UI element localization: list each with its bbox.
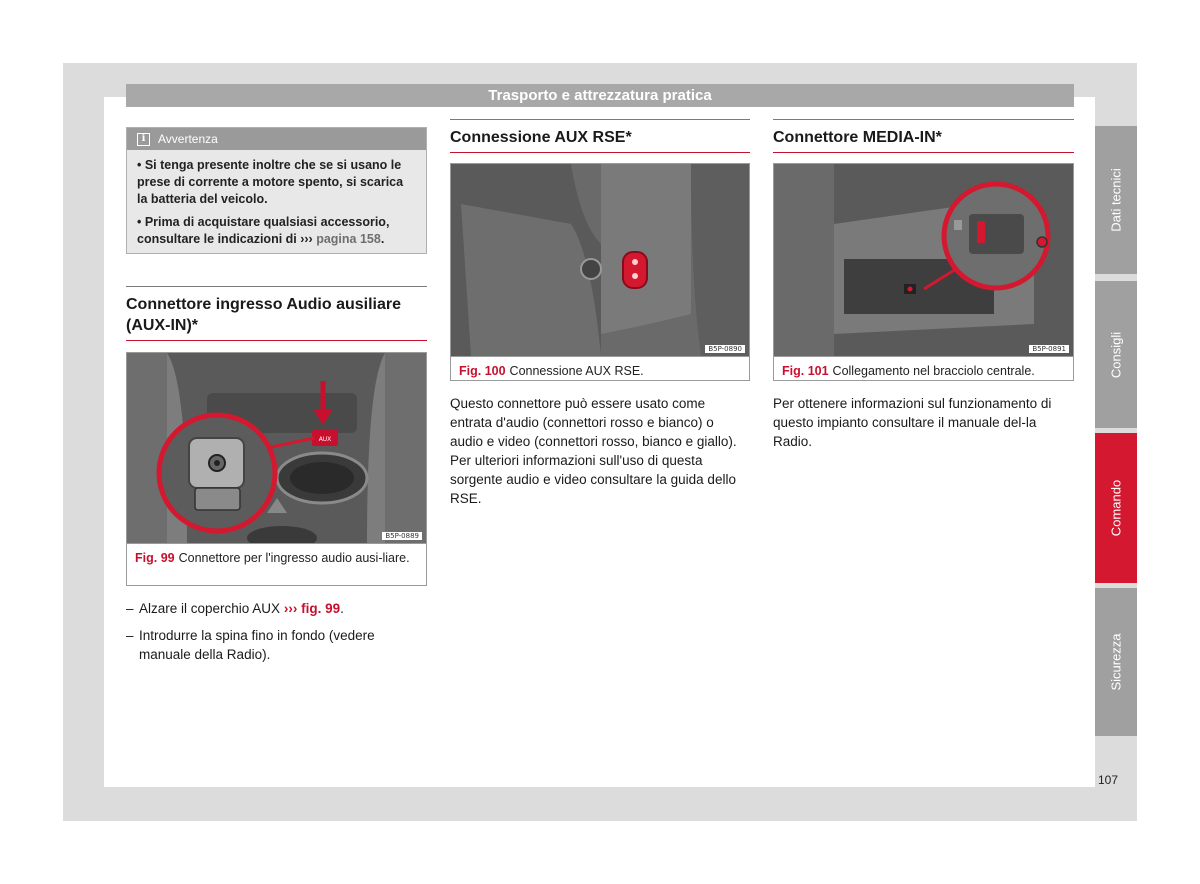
figure-caption-text: Collegamento nel bracciolo centrale.	[832, 364, 1035, 378]
warning-item	[137, 214, 416, 248]
figure-image	[774, 164, 1073, 356]
aux-rse-illustration	[451, 164, 749, 356]
dash-bullet: –	[126, 628, 134, 643]
figure-code: B5P-0889	[382, 532, 422, 540]
figure-caption	[774, 356, 1073, 386]
figure-image	[451, 164, 749, 356]
warning-item-text: • Prima di acquistare qualsiasi accessorio, consultare le indicazioni di	[137, 215, 390, 246]
tab-label: Dati tecnici	[1108, 168, 1124, 232]
step-item	[126, 599, 426, 618]
chevron-arrow-icon: ›››	[283, 601, 298, 616]
figure-caption	[451, 356, 749, 386]
section-title-aux-in: Connettore ingresso Audio ausiliare (AUX-IN)*	[126, 294, 427, 341]
aux-in-steps	[126, 599, 426, 672]
dash-bullet: –	[126, 601, 134, 616]
warning-item-end: .	[380, 232, 385, 246]
aux-rse-body: Questo connettore può essere usato come entrata d'audio (connettori rosso e bianco) o audio e video (connettori rosso, bianco e giallo). Per ulteriori informazioni sull'uso di questa sorgente audio e video consultare la guida dello RSE.	[450, 396, 737, 506]
aux-badge-text: AUX	[318, 436, 332, 443]
tab-consigli[interactable]	[1095, 281, 1137, 428]
page-reference-link[interactable]: pagina 158	[312, 232, 381, 246]
figure-caption-text: Connessione AUX RSE.	[509, 364, 644, 378]
tab-label: Consigli	[1108, 331, 1124, 378]
step-item	[126, 626, 426, 664]
figure-99	[126, 352, 427, 586]
warning-item: • Si tenga presente inoltre che se si usano le prese di corrente a motore spento, si scarica la batteria del veicolo.	[137, 158, 404, 206]
figure-100	[450, 163, 750, 381]
media-in-illustration	[774, 164, 1073, 356]
tab-dati-tecnici[interactable]	[1095, 126, 1137, 274]
aux-in-illustration	[127, 353, 426, 543]
step-text: Introdurre la spina fino in fondo (vedere manuale della Radio).	[139, 628, 375, 662]
chevron-arrow-icon: ›››	[300, 232, 313, 246]
section-title-aux-rse: Connessione AUX RSE*	[450, 127, 750, 153]
figure-image	[127, 353, 426, 543]
warning-box	[126, 127, 427, 254]
warning-header	[127, 128, 426, 150]
tab-label: Comando	[1108, 479, 1124, 537]
figure-number: Fig. 99	[135, 551, 175, 565]
step-text: Alzare il coperchio AUX	[139, 601, 284, 616]
chapter-header: Trasporto e attrezzatura pratica	[126, 84, 1074, 107]
warning-title: Avvertenza	[158, 132, 218, 146]
tab-comando[interactable]	[1095, 433, 1137, 583]
figure-caption-text: Connettore per l'ingresso audio ausi-liare.	[178, 551, 410, 565]
figure-caption	[127, 543, 426, 573]
tab-sicurezza[interactable]	[1095, 588, 1137, 736]
figure-reference-link[interactable]: fig. 99	[301, 601, 341, 616]
figure-code: B5P-0890	[705, 345, 745, 353]
figure-number: Fig. 101	[782, 364, 829, 378]
step-end: .	[340, 601, 344, 616]
page-number: 107	[1098, 773, 1119, 787]
figure-code: B5P-0891	[1029, 345, 1069, 353]
section-title-media-in: Connettore MEDIA-IN*	[773, 127, 1074, 153]
warning-body	[127, 150, 426, 248]
tab-label: Sicurezza	[1108, 633, 1124, 691]
media-in-body: Per ottenere informazioni sul funzionamento di questo impianto consultare il manuale del-la Radio.	[773, 396, 1052, 449]
info-icon: i	[137, 133, 150, 146]
figure-number: Fig. 100	[459, 364, 506, 378]
figure-101	[773, 163, 1074, 381]
